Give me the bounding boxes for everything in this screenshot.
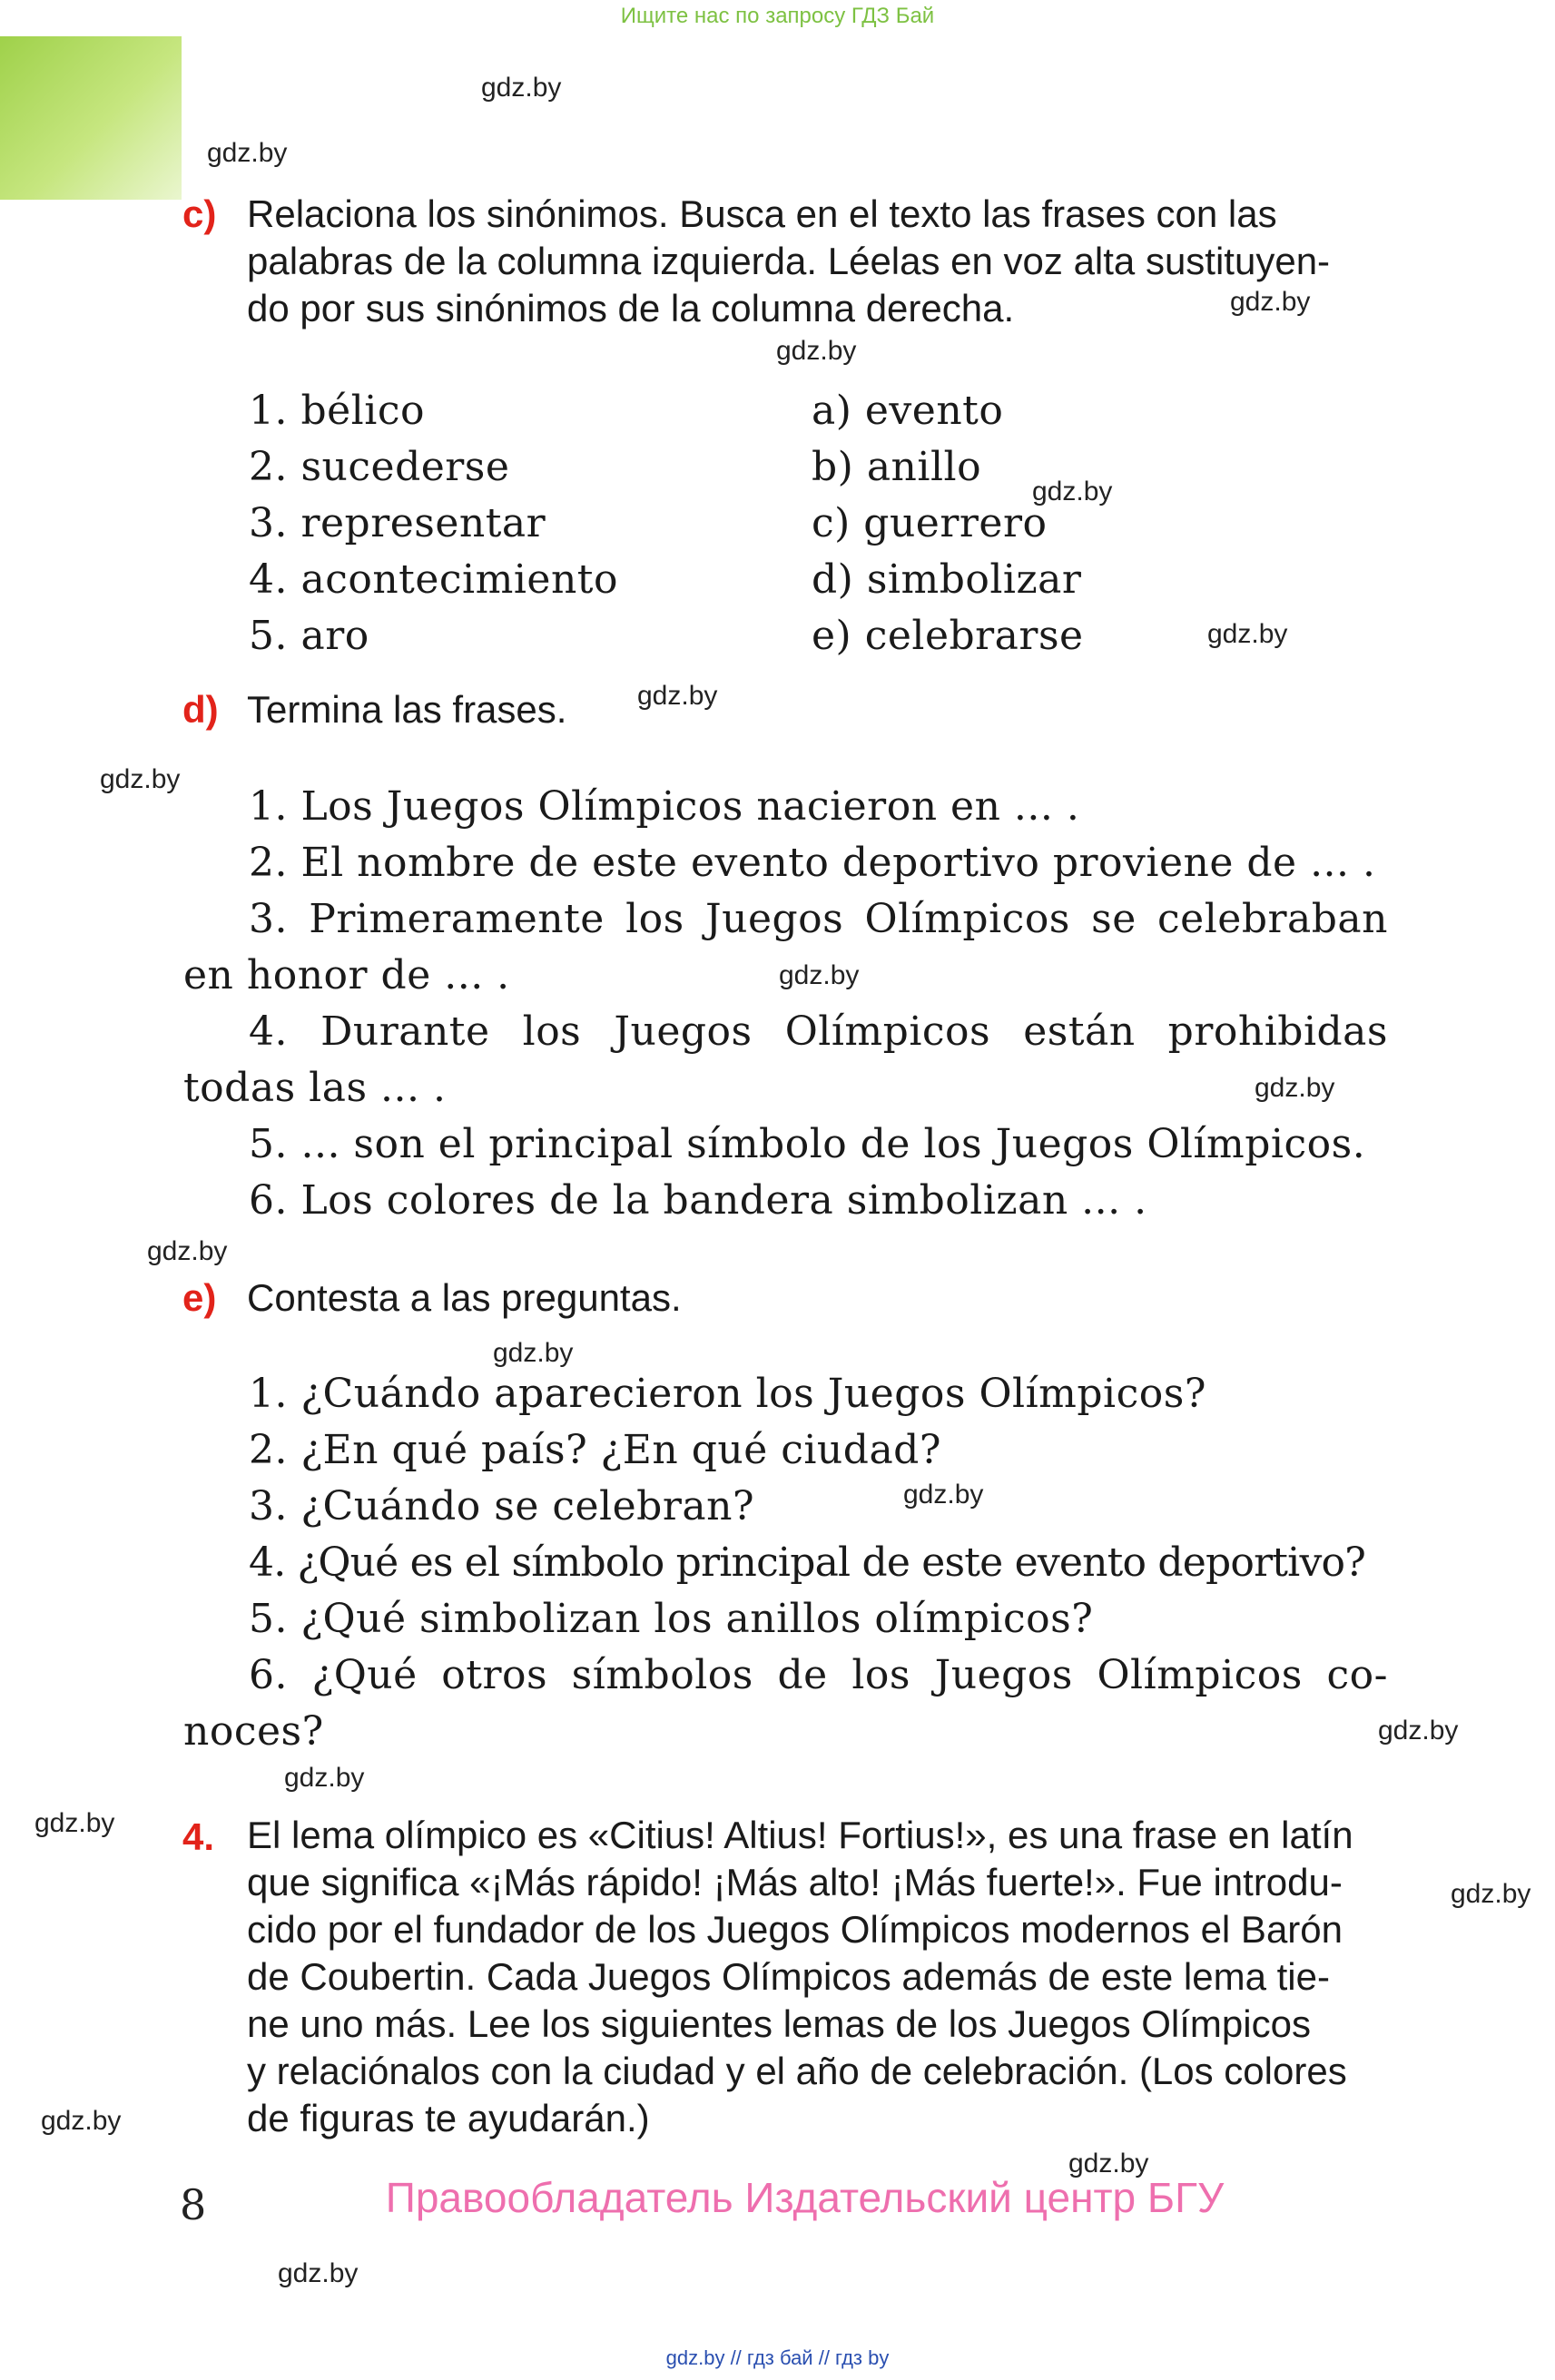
sentence-line: 4. Durante los Juegos Olímpicos están prohibidas <box>249 1008 1388 1055</box>
list-item: 5. aro <box>249 613 369 659</box>
list-item: 1. bélico <box>249 388 425 434</box>
watermark: gdz.by <box>1068 2149 1149 2178</box>
task-number-4: 4. <box>182 1815 215 1858</box>
watermark: gdz.by <box>207 138 288 168</box>
watermark: gdz.by <box>1255 1073 1335 1103</box>
section-d-sentences <box>183 779 1391 1229</box>
paragraph-line: y relaciónalos con la ciudad y el año de celebración. (Los colores <box>247 2050 1347 2092</box>
paragraph-line: ne uno más. Lee los siguientes lemas de los Juegos Olímpicos <box>247 2002 1311 2045</box>
watermark: gdz.by <box>1032 477 1113 506</box>
watermark: gdz.by <box>100 764 181 794</box>
list-item: e) celebrarse <box>812 613 1084 659</box>
watermark: gdz.by <box>779 960 860 990</box>
section-label-d: d) <box>182 688 219 731</box>
sentence-line: todas las ... . <box>183 1065 447 1111</box>
section-d-instruction: Termina las frases. <box>247 688 567 731</box>
paragraph-line: cido por el fundador de los Juegos Olímpicos modernos el Barón <box>247 1908 1343 1951</box>
watermark: gdz.by <box>284 1763 365 1793</box>
instruction-line: palabras de la columna izquierda. Léelas en voz alta sustituyen- <box>247 240 1331 282</box>
list-item: c) guerrero <box>812 500 1048 546</box>
watermark: gdz.by <box>41 2106 122 2136</box>
list-item: b) anillo <box>812 444 982 490</box>
section-e-questions <box>183 1366 1391 1760</box>
section-c-instruction <box>247 191 1386 332</box>
copyright-notice: Правообладатель Издательский центр БГУ <box>385 2174 1225 2221</box>
sentence-line: 6. Los colores de la bandera simbolizan ... . <box>249 1177 1147 1224</box>
corner-decoration <box>0 36 182 200</box>
watermark: gdz.by <box>776 336 857 366</box>
paragraph-line: El lema olímpico es «Citius! Altius! Fortius!», es una frase en latín <box>247 1814 1353 1856</box>
task-4-text <box>247 1812 1386 2142</box>
watermark: gdz.by <box>903 1480 984 1510</box>
watermark: gdz.by <box>1207 619 1288 649</box>
bottom-links[interactable]: gdz.by // гдз бай // гдз by <box>665 2346 890 2369</box>
watermark: gdz.by <box>481 73 562 103</box>
question-line: 2. ¿En qué país? ¿En qué ciudad? <box>249 1427 941 1473</box>
paragraph-line: de Coubertin. Cada Juegos Olímpicos además de este lema tie- <box>247 1955 1330 1998</box>
watermark: gdz.by <box>1378 1716 1459 1746</box>
question-line: 4. ¿Qué es el símbolo principal de este evento deportivo? <box>249 1539 1365 1586</box>
list-item: 2. sucederse <box>249 444 510 490</box>
page-number: 8 <box>180 2180 207 2229</box>
sentence-line: 1. Los Juegos Olímpicos nacieron en ... . <box>249 783 1080 830</box>
paragraph-line: de figuras te ayudarán.) <box>247 2097 650 2139</box>
watermark: gdz.by <box>1451 1879 1531 1909</box>
question-line: 1. ¿Cuándo aparecieron los Juegos Olímpicos? <box>249 1371 1206 1417</box>
top-banner[interactable]: Ищите нас по запросу ГДЗ Бай <box>620 4 935 28</box>
list-item: 4. acontecimiento <box>249 556 618 603</box>
watermark: gdz.by <box>34 1808 115 1838</box>
instruction-line: do por sus sinónimos de la columna derecha. <box>247 287 1015 329</box>
sentence-line: 5. ... son el principal símbolo de los Juegos Olímpicos. <box>249 1121 1366 1167</box>
sentence-line: 3. Primeramente los Juegos Olímpicos se celebraban <box>249 896 1388 942</box>
question-line: 5. ¿Qué simbolizan los anillos olímpicos? <box>249 1596 1094 1642</box>
section-e-instruction: Contesta a las preguntas. <box>247 1276 682 1319</box>
section-label-e: e) <box>182 1276 217 1319</box>
watermark: gdz.by <box>147 1236 228 1266</box>
watermark: gdz.by <box>493 1338 574 1368</box>
question-line: 6. ¿Qué otros símbolos de los Juegos Olímpicos co- <box>249 1652 1388 1698</box>
question-line: noces? <box>183 1708 324 1755</box>
watermark: gdz.by <box>278 2258 359 2288</box>
synonyms-right-column <box>812 383 1084 664</box>
list-item: d) simbolizar <box>812 556 1082 603</box>
instruction-line: Relaciona los sinónimos. Busca en el texto las frases con las <box>247 192 1277 235</box>
synonyms-left-column <box>249 383 618 664</box>
paragraph-line: que significa «¡Más rápido! ¡Más alto! ¡Más fuerte!». Fue introdu- <box>247 1861 1343 1903</box>
sentence-line: en honor de ... . <box>183 952 510 998</box>
watermark: gdz.by <box>637 681 718 711</box>
watermark: gdz.by <box>1230 287 1311 317</box>
list-item: 3. representar <box>249 500 546 546</box>
list-item: a) evento <box>812 388 1004 434</box>
question-line: 3. ¿Cuándo se celebran? <box>249 1483 755 1529</box>
sentence-line: 2. El nombre de este evento deportivo proviene de ... . <box>249 840 1376 886</box>
section-label-c: c) <box>182 192 217 235</box>
